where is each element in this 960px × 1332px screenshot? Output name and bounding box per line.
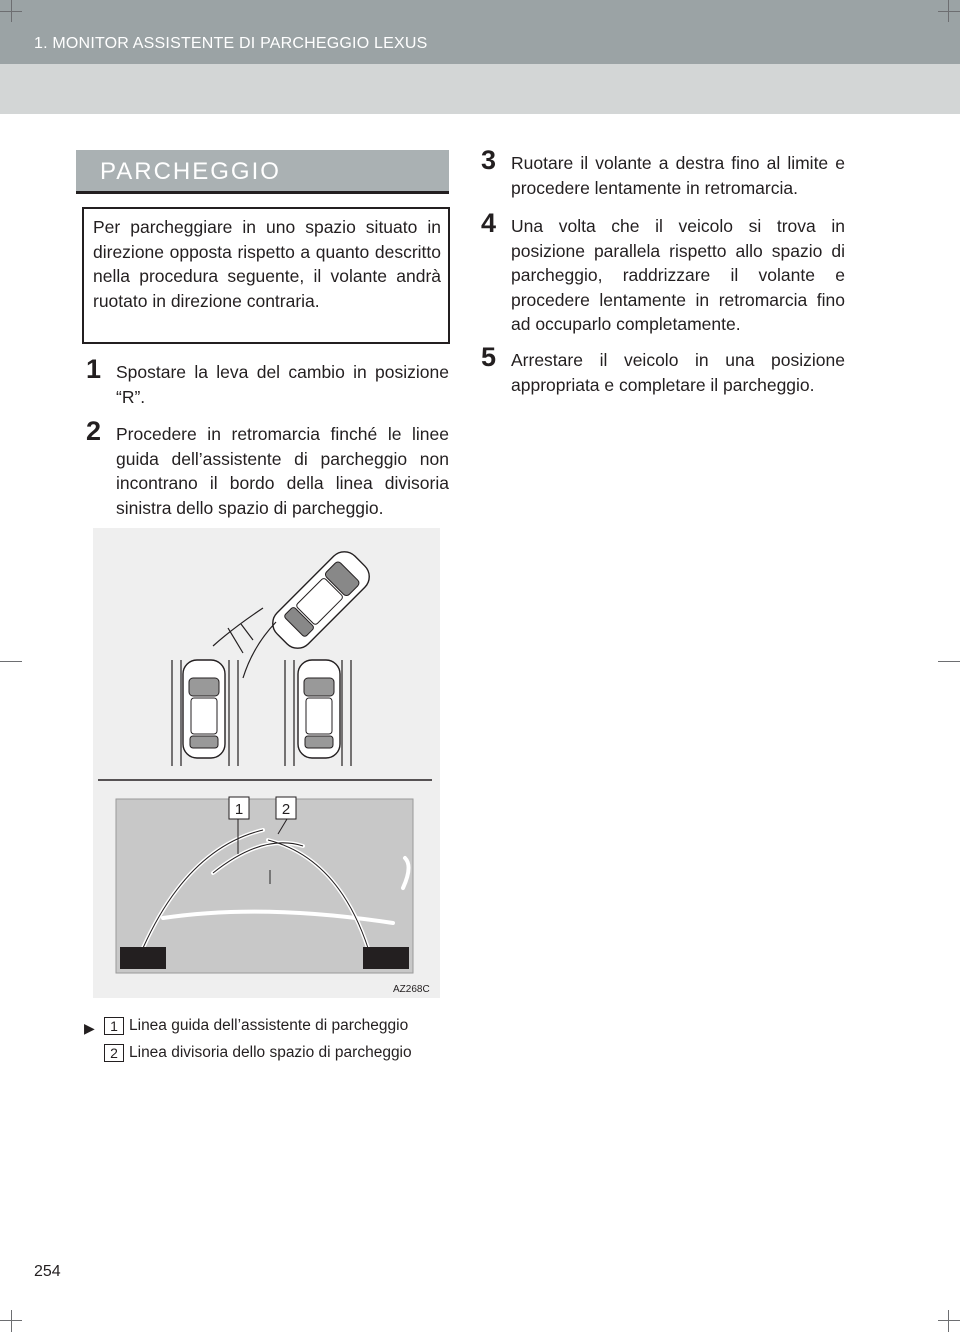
- parking-illustration: [93, 528, 440, 998]
- section-heading: [76, 150, 449, 194]
- center-mark: [269, 870, 271, 884]
- crop-mark: [938, 661, 960, 662]
- step-text: Ruotare il volante a destra fino al limite e procedere lentamente in retromarcia.: [511, 153, 845, 198]
- screen-button-left: [120, 947, 166, 969]
- callout-label-2: 2: [281, 801, 291, 818]
- step-4: [481, 208, 845, 337]
- note-box: Per parcheggiare in uno spazio situato in direzione opposta rispetto a quanto descritto nella procedura seguente, il volante andrà ruotato in direzione contraria.: [82, 207, 450, 344]
- crop-mark: [938, 11, 960, 12]
- step-number: 5: [481, 342, 497, 372]
- header-title: 1. MONITOR ASSISTENTE DI PARCHEGGIO LEXUS: [34, 35, 428, 52]
- screen-button-right: [363, 947, 409, 969]
- crop-mark: [11, 1310, 12, 1332]
- parked-car-left: [183, 660, 225, 758]
- reversing-car: [267, 546, 376, 655]
- step-text: Procedere in retromarcia finché le linee guida dell’assistente di parcheggio non incontrano il bordo della linea divisoria sinistra dello spazio di parcheggio.: [116, 424, 449, 518]
- callout-label-1: 1: [234, 801, 244, 818]
- step-text: Arrestare il veicolo in una posizione appropriata e completare il parcheggio.: [511, 350, 845, 395]
- parked-car-right: [298, 660, 340, 758]
- page-header: [0, 0, 960, 114]
- illustration-svg: [93, 528, 440, 998]
- step-number: 2: [86, 416, 102, 446]
- step-text: Una volta che il veicolo si trova in posizione parallela rispetto allo spazio di parcheggio, raddrizzare il volante e procedere lentamente in retromarcia fino ad occuparlo completamente.: [511, 216, 845, 334]
- crop-mark: [0, 11, 22, 12]
- header-band: [0, 0, 960, 64]
- crop-mark: [0, 1320, 22, 1321]
- step-1: [86, 354, 449, 409]
- crop-mark: [938, 1320, 960, 1321]
- step-2: [86, 416, 449, 520]
- legend-number: 2: [104, 1044, 124, 1062]
- legend-text: Linea divisoria dello spazio di parcheggio: [129, 1044, 412, 1061]
- step-5: [481, 342, 845, 397]
- crop-mark: [948, 1310, 949, 1332]
- step-3: [481, 145, 845, 200]
- step-number: 3: [481, 145, 497, 175]
- step-number: 4: [481, 208, 497, 238]
- figure-code: AZ268C: [393, 984, 430, 995]
- legend-number: 1: [104, 1017, 124, 1035]
- legend-text: Linea guida dell’assistente di parcheggio: [129, 1017, 409, 1034]
- arrow-right-icon: ▶: [84, 1020, 95, 1036]
- page-number: 254: [34, 1263, 61, 1280]
- section-title: PARCHEGGIO: [100, 158, 281, 185]
- step-text: Spostare la leva del cambio in posizione “R”.: [116, 362, 449, 407]
- step-number: 1: [86, 354, 102, 384]
- crop-mark: [0, 661, 22, 662]
